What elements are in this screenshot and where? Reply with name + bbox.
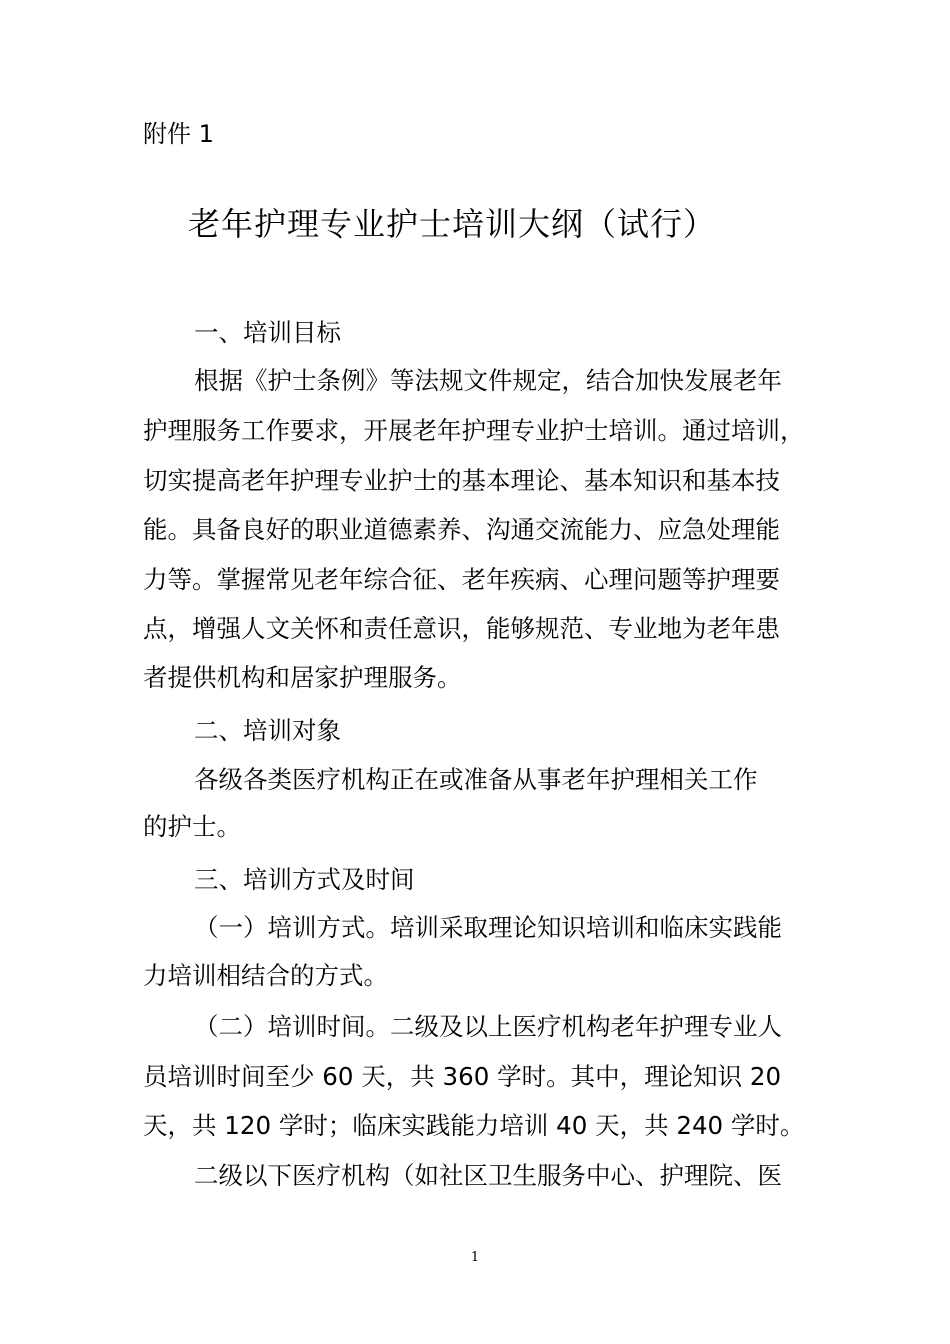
document-title: 老年护理专业护士培训大纲（试行） [188, 205, 717, 243]
attachment-label: 附件 1 [143, 120, 214, 148]
paragraph-line: 的护士。 [143, 812, 241, 841]
paragraph-line: 员培训时间至少 60 天，共 360 学时。其中，理论知识 20 [143, 1062, 782, 1091]
paragraph-line: （一）培训方式。培训采取理论知识培训和临床实践能 [194, 913, 782, 942]
section-heading-training-goal: 一、培训目标 [194, 318, 341, 347]
paragraph-line: 力培训相结合的方式。 [143, 961, 388, 990]
page-number: 1 [470, 1250, 480, 1265]
paragraph-line: 天，共 120 学时；临床实践能力培训 40 天，共 240 学时。 [143, 1111, 805, 1140]
section-heading-training-target: 二、培训对象 [194, 716, 341, 745]
paragraph-line: 能。具备良好的职业道德素养、沟通交流能力、应急处理能 [143, 515, 780, 544]
paragraph-line: 护理服务工作要求，开展老年护理专业护士培训。通过培训， [143, 416, 805, 445]
paragraph-line: 切实提高老年护理专业护士的基本理论、基本知识和基本技 [143, 466, 780, 495]
paragraph-line: 者提供机构和居家护理服务。 [143, 663, 462, 692]
paragraph-line: 二级以下医疗机构（如社区卫生服务中心、护理院、医 [194, 1161, 782, 1190]
paragraph-line: 根据《护士条例》等法规文件规定，结合加快发展老年 [194, 366, 782, 395]
paragraph-line: 力等。掌握常见老年综合征、老年疾病、心理问题等护理要 [143, 565, 780, 594]
paragraph-line: 点，增强人文关怀和责任意识，能够规范、专业地为老年患 [143, 614, 780, 643]
paragraph-line: （二）培训时间。二级及以上医疗机构老年护理专业人 [194, 1012, 782, 1041]
paragraph-line: 各级各类医疗机构正在或准备从事老年护理相关工作 [194, 765, 758, 794]
section-heading-training-method-time: 三、培训方式及时间 [194, 865, 415, 894]
